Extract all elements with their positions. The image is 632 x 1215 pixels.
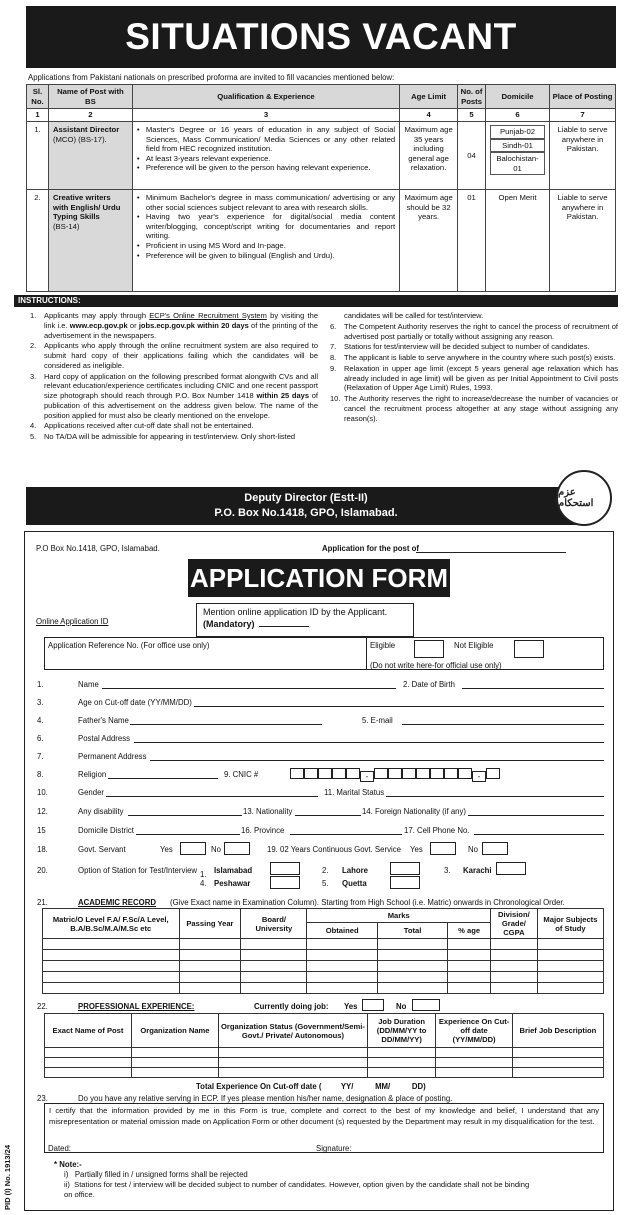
applied-post-input[interactable] <box>416 544 566 553</box>
form-title: APPLICATION FORM <box>188 559 450 597</box>
col-header: Passing Year <box>179 909 241 939</box>
yes-label: Yes <box>160 845 173 854</box>
col-number: 3 <box>132 109 399 122</box>
place-of-posting: Liable to serve anywhere in Pakistan. <box>550 189 616 291</box>
col-header: Domicile <box>486 85 550 109</box>
instructions-right <box>330 311 618 424</box>
govt-servant-yes-box[interactable] <box>180 842 206 855</box>
col-header: Marks <box>307 909 490 923</box>
yes-label: Yes <box>410 845 423 854</box>
column-number-row <box>27 109 616 122</box>
age-limit: Maximum age 35 years including general age relaxation. <box>400 121 458 189</box>
permanent-address-label: Permanent Address <box>78 752 147 761</box>
dob-label: 2. Date of Birth <box>403 680 456 689</box>
station-quetta-label: Quetta <box>342 879 367 888</box>
cell-phone-input[interactable] <box>474 826 604 835</box>
station-number: 3. <box>444 866 451 875</box>
qualification-item: • Minimum Bachelor's degree in mass communication/ advertising or any other social sciences subject relevant to area with research skills. <box>137 193 395 212</box>
field-number: 8. <box>37 770 44 779</box>
no-label: No <box>396 1002 407 1011</box>
col-header: Job Duration (DD/MM/YY to DD/MM/YY) <box>367 1014 435 1048</box>
place-of-posting: Liable to serve anywhere in Pakistan. <box>550 121 616 189</box>
instruction-item: 9. Relaxation in upper age limit (except 5 years general age relaxation which has already included in age limit) will be given as per Initial Appointment to Civil posts (Relaxation of Upper Age Limit) Rules, 1993. <box>330 363 618 393</box>
total-experience: Total Experience On Cut-off date ( YY/ MM/ DD) <box>196 1082 426 1091</box>
nationality-label: 13. Nationality <box>243 807 293 816</box>
col-header: Matric/O Level F.A/ F.Sc/A Level, B.A/B.Sc/M.A/M.Sc etc <box>43 909 180 939</box>
instruction-item: 1. Applicants may apply through ECP's Online Recruitment System by visiting the link i.e. www.ecp.gov.pk or jobs.ecp.gov.pk within 20 days of the printing of the advertisement in the newspapers. <box>30 311 318 340</box>
side-reference <box>2 1140 12 1210</box>
table-row <box>27 121 616 189</box>
col-number: 5 <box>458 109 486 122</box>
field-number: 7. <box>37 752 44 761</box>
qualification <box>132 189 399 291</box>
table-row[interactable] <box>43 939 604 950</box>
instruction-item: 5. No TA/DA will be admissible for appearing in test/interview. Only short-listed <box>30 432 296 441</box>
not-eligible-box[interactable] <box>514 640 544 658</box>
note-label: * Note:- <box>54 1160 82 1169</box>
doing-job-yes-box[interactable] <box>362 999 384 1011</box>
dob-input[interactable] <box>462 680 604 689</box>
col-header: Sl. No. <box>27 85 49 109</box>
field-number: 4. <box>37 716 44 725</box>
note-item: i) Partially filled in / unsigned forms shall be rejected <box>64 1170 248 1179</box>
post-title: Assistant Director <box>52 124 120 134</box>
table-row[interactable] <box>43 950 604 961</box>
email-input[interactable] <box>402 716 604 725</box>
qualification-item: • Preference will be given to bilingual (English and Urdu). <box>137 251 395 261</box>
station-label: Option of Station for Test/Interview <box>78 866 198 875</box>
col-number: 7 <box>550 109 616 122</box>
instruction-item: 10. The Authority reserves the right to increase/decrease the number of vacancies or cancel the recruitment process altogether at any stage without assigning any reason(s). <box>330 394 618 423</box>
domicile-item: Punjab-02 <box>490 125 545 139</box>
foreign-nationality-input[interactable] <box>468 807 604 816</box>
instructions-heading: INSTRUCTIONS: <box>14 295 618 307</box>
table-header-row <box>27 85 616 109</box>
station-number: 5. <box>322 879 329 888</box>
station-number: 1. <box>200 870 207 879</box>
field-number: 18. <box>37 845 48 854</box>
emblem-logo: عزم استحکام <box>556 470 612 526</box>
field-number: 12. <box>37 807 48 816</box>
office-divider <box>366 637 367 670</box>
col-header: Total <box>377 923 447 939</box>
posts-table <box>26 84 616 292</box>
field-number: 1. <box>37 680 44 689</box>
father-name-input[interactable] <box>130 716 322 725</box>
province-input[interactable] <box>290 826 402 835</box>
col-header: Place of Posting <box>550 85 616 109</box>
col-number: 2 <box>48 109 132 122</box>
dated-input[interactable] <box>74 1144 274 1153</box>
field-number: 22. <box>37 1002 48 1011</box>
yes-label: Yes <box>344 1002 358 1011</box>
col-number: 1 <box>27 109 49 122</box>
col-header: Major Subjects of Study <box>537 909 603 939</box>
email-label: 5. E-mail <box>362 716 393 725</box>
station-islamabad-label: Islamabad <box>214 866 253 875</box>
instruction-item: candidates will be called for test/interview. <box>344 311 484 320</box>
col-header: Experience On Cut-off date (YY/MM/DD) <box>436 1014 513 1048</box>
domicile-item: Sindh-01 <box>490 139 545 153</box>
qualification-item: • Preference will be given to the person having relevant experience. <box>137 163 395 173</box>
no-label: No <box>468 845 478 854</box>
qualification-item: • At least 3-years relevant experience. <box>137 154 395 164</box>
marital-status-input[interactable] <box>386 788 604 797</box>
col-header: Board/ University <box>241 909 307 939</box>
domicile-input[interactable] <box>136 826 240 835</box>
postal-address-label: Postal Address <box>78 734 131 743</box>
qualification-item: • Master's Degree or 16 years of education in any subject of Social Sciences, Mass Communication/ Media Sciences or any other related field from HEC recognized institution. <box>137 125 395 154</box>
ref-no-label: Application Reference No. (For office use only) <box>48 641 210 650</box>
relative-question: Do you have any relative serving in ECP. If yes please mention his/her name, designation & place of posting. <box>78 1094 453 1103</box>
intro-text: Applications from Pakistani nationals on prescribed proforma are invited to fill vacancies mentioned below: <box>28 73 395 82</box>
instruction-item: 6. The Competent Authority reserves the right to cancel the process of recruitment of advertised post partially or totally without assigning any reason. <box>330 321 618 341</box>
academic-table <box>42 908 604 994</box>
doing-job-label: Currently doing job: <box>254 1002 329 1011</box>
eligible-label: Eligible <box>370 641 396 650</box>
religion-label: Religion <box>78 770 107 779</box>
address-line1: Deputy Director (Estt-II) <box>244 492 368 504</box>
station-karachi-label: Karachi <box>463 866 492 875</box>
form-po-box: P.O Box No.1418, GPO, Islamabad. <box>36 544 160 553</box>
qualification-item: • Having two year's experience for digital/social media content writer/blogging, concept/script writing for documentaries and report writing. <box>137 212 395 241</box>
signature-input[interactable] <box>358 1144 554 1153</box>
qualification <box>132 121 399 189</box>
domicile-item: Balochistan-01 <box>490 152 545 175</box>
table-row[interactable] <box>43 972 604 983</box>
name-label: Name <box>78 680 99 689</box>
station-peshawar-label: Peshawar <box>214 879 251 888</box>
official-note: (Do not write here-for official use only) <box>370 661 502 670</box>
online-id-input[interactable] <box>259 626 309 627</box>
station-number: 2. <box>322 866 329 875</box>
online-id-note-box[interactable] <box>196 603 414 637</box>
province-label: 16. Province <box>241 826 285 835</box>
table-row[interactable] <box>43 983 604 994</box>
eligible-box[interactable] <box>414 640 444 658</box>
post-name <box>48 121 132 189</box>
signature-label: Signature: <box>316 1144 352 1153</box>
station-quetta-box[interactable] <box>390 876 420 889</box>
table-row[interactable] <box>45 1068 604 1078</box>
table-row[interactable] <box>43 961 604 972</box>
academic-record-note: (Give Exact name in Examination Column). Starting from High School (i.e. Matric) onwards in Chronological Order. <box>170 898 565 907</box>
field-number: 20. <box>37 866 48 875</box>
certification-text: I certify that the information provided by me in this Form is true, complete and correct to the best of my knowledge and belief, I understand that any misrepresentation or material omission made on Application Form or other document (s) requested by the Department may result in my disqualification for the test. <box>49 1106 599 1126</box>
col-header: Obtained <box>307 923 377 939</box>
post-sub: (MCO) (BS-17). <box>52 134 107 144</box>
qualification-item: • Proficient in using MS Word and In-page. <box>137 241 395 251</box>
instruction-item: 2. Applicants who apply through the online recruitment system are also required to submit hard copy of their applications failing which the candidates will be considered as ineligible. <box>30 341 318 370</box>
online-id-note: Mention online application ID by the Applicant. <box>203 607 388 617</box>
cnic-label: 9. CNIC # <box>224 770 259 779</box>
field-number: 23. <box>37 1094 48 1103</box>
table-row <box>27 189 616 291</box>
col-number: 4 <box>400 109 458 122</box>
col-number: 6 <box>486 109 550 122</box>
field-number: 15 <box>37 826 46 835</box>
col-header: Exact Name of Post <box>45 1014 132 1048</box>
station-lahore-label: Lahore <box>342 866 368 875</box>
address-line2: P.O. Box No.1418, GPO, Islamabad. <box>214 507 398 519</box>
station-number: 4. <box>200 879 207 888</box>
gender-input[interactable] <box>106 788 318 797</box>
nationality-input[interactable] <box>295 807 361 816</box>
side-reference-text: PID (I) No. 1913/24 <box>3 1144 12 1210</box>
foreign-nationality-label: 14. Foreign Nationality (if any) <box>362 807 467 816</box>
marital-status-label: 11. Marital Status <box>324 788 385 797</box>
domicile: Open Merit <box>486 189 550 291</box>
instruction-item: 8. The applicant is liable to serve anywhere in the country where such post(s) exists. <box>330 353 616 362</box>
instruction-item: 4. Applications received after cut-off date shall not be entertained. <box>30 421 254 431</box>
experience-label: PROFESSIONAL EXPERIENCE: <box>78 1002 195 1011</box>
domicile-label: Domicile District <box>78 826 134 835</box>
field-number: 3. <box>37 698 44 707</box>
col-header: Organization Name <box>131 1014 218 1048</box>
permanent-address-input[interactable] <box>150 752 604 761</box>
col-header: No. of Posts <box>458 85 486 109</box>
name-input[interactable] <box>102 680 396 689</box>
station-islamabad-box[interactable] <box>270 862 300 875</box>
father-name-label: Father's Name <box>78 716 129 725</box>
table-row[interactable] <box>45 1048 604 1058</box>
dated-label: Dated: <box>48 1144 71 1153</box>
domicile <box>486 121 550 189</box>
continuous-service-label: 19. 02 Years Continuous Govt. Service <box>267 845 401 854</box>
station-peshawar-box[interactable] <box>270 876 300 889</box>
age-label: Age on Cut-off date (YY/MM/DD) <box>78 698 192 707</box>
instruction-item: 7. Stations for test/interview will be decided subject to number of candidates. <box>330 342 590 352</box>
page-title: SITUATIONS VACANT <box>26 6 616 68</box>
no-of-posts: 01 <box>458 189 486 291</box>
online-id-label: Online Application ID <box>36 617 109 626</box>
govt-servant-no-box[interactable] <box>224 842 250 855</box>
online-id-mandatory: (Mandatory) <box>203 619 255 629</box>
cnic-input[interactable]: - - <box>290 768 500 782</box>
address-bar <box>26 487 586 525</box>
no-of-posts: 04 <box>458 121 486 189</box>
no-label: No <box>211 845 221 854</box>
not-eligible-label: Not Eligible <box>454 641 494 650</box>
col-header: Name of Post with BS <box>48 85 132 109</box>
col-header: % age <box>448 923 491 939</box>
post-name <box>48 189 132 291</box>
instructions-left <box>30 311 318 443</box>
field-number: 6. <box>37 734 44 743</box>
religion-input[interactable] <box>108 770 218 779</box>
station-lahore-box[interactable] <box>390 862 420 875</box>
service-no-box[interactable] <box>482 842 508 855</box>
doing-job-no-box[interactable] <box>412 999 440 1011</box>
table-row[interactable] <box>45 1058 604 1068</box>
disability-input[interactable] <box>128 807 242 816</box>
station-karachi-box[interactable] <box>496 862 526 875</box>
postal-address-input[interactable] <box>134 734 604 743</box>
cell-phone-label: 17. Cell Phone No. <box>404 826 470 835</box>
row-sl: 1. <box>27 121 49 189</box>
col-header: Age Limit <box>400 85 458 109</box>
col-header: Organization Status (Government/Semi-Govt./ Private/ Autonomous) <box>218 1014 367 1048</box>
service-yes-box[interactable] <box>430 842 456 855</box>
col-header: Division/ Grade/ CGPA <box>490 909 537 939</box>
row-sl: 2. <box>27 189 49 291</box>
disability-label: Any disability <box>78 807 124 816</box>
age-limit: Maximum age should be 32 years. <box>400 189 458 291</box>
field-number: 21. <box>37 898 48 907</box>
col-header: Brief Job Description <box>512 1014 603 1048</box>
note-item: ii) Stations for test / interview will be decided subject to number of candidates. However, option given by the candidate shall not be binding on office. <box>64 1180 532 1199</box>
post-sub: (BS-14) <box>52 221 80 231</box>
instruction-item: 3. Hard copy of application on the following prescribed format alongwith CVs and all relevant education/experience certificates including CNIC and one recent passport size photograph should reach through P.O. Box Number 1418 within 25 days of publication of this advertisement on the address given below. The name of the position applied for must also be clearly mentioned on the envelope. <box>30 371 318 420</box>
gender-label: Gender <box>78 788 105 797</box>
academic-record-label: ACADEMIC RECORD <box>78 898 156 907</box>
post-title: Creative writers with English/ Urdu Typing Skills <box>52 192 121 222</box>
col-header: Qualification & Experience <box>132 85 399 109</box>
govt-servant-label: Govt. Servant <box>78 845 126 854</box>
age-input[interactable] <box>194 698 604 707</box>
applied-post-label: Application for the post of <box>322 544 420 553</box>
experience-table <box>44 1013 604 1078</box>
field-number: 10. <box>37 788 48 797</box>
